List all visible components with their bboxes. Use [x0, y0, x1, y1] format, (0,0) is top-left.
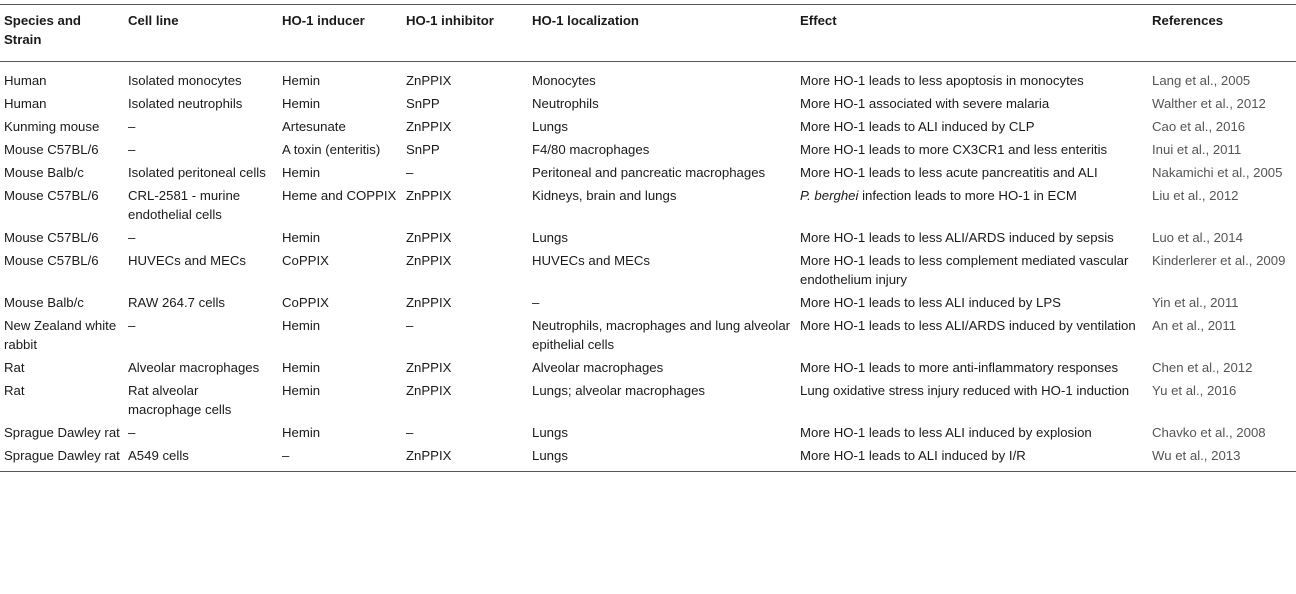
header-inducer: HO-1 inducer — [282, 13, 365, 28]
cell-localization: Lungs; alveolar macrophages — [532, 383, 706, 398]
cell-inhibitor: ZnPPIX — [406, 73, 452, 88]
effect-text: More HO-1 leads to less ALI induced by explosion — [800, 425, 1092, 440]
cell-inhibitor: ZnPPIX — [406, 188, 452, 203]
cell-reference[interactable]: Yin et al., 2011 — [1152, 295, 1239, 310]
cell-effect — [796, 291, 1148, 314]
cell-cell-line: HUVECs and MECs — [128, 253, 246, 268]
cell-effect — [796, 62, 1148, 93]
cell-effect — [796, 92, 1148, 115]
cell-inducer: Hemin — [282, 73, 321, 88]
cell-inhibitor: SnPP — [406, 96, 440, 111]
cell-inhibitor: ZnPPIX — [406, 253, 452, 268]
effect-text: More HO-1 leads to ALI induced by I/R — [800, 448, 1026, 463]
cell-inducer: Hemin — [282, 230, 321, 245]
ho1-studies-table — [0, 4, 1296, 472]
cell-effect — [796, 356, 1148, 379]
cell-reference[interactable]: Kinderlerer et al., 2009 — [1152, 253, 1286, 268]
header-localization: HO-1 localization — [532, 13, 639, 28]
cell-reference[interactable]: Luo et al., 2014 — [1152, 230, 1243, 245]
cell-cell-line: – — [128, 230, 136, 245]
effect-text: More HO-1 leads to less complement mediated vascular endothelium injury — [800, 253, 1129, 287]
cell-species: Rat — [4, 360, 25, 375]
effect-text: More HO-1 leads to less acute pancreatitis and ALI — [800, 165, 1098, 180]
cell-species: Mouse C57BL/6 — [4, 230, 99, 245]
cell-inducer: Hemin — [282, 165, 321, 180]
header-row — [0, 5, 1296, 62]
cell-localization: HUVECs and MECs — [532, 253, 650, 268]
header-cell-line: Cell line — [128, 13, 179, 28]
cell-effect — [796, 184, 1148, 226]
cell-cell-line: Rat alveolar macrophage cells — [128, 383, 232, 417]
table-row — [0, 138, 1296, 161]
header-references: References — [1152, 13, 1224, 28]
table-row — [0, 184, 1296, 226]
cell-cell-line: – — [128, 425, 136, 440]
header-species: Species and Strain — [4, 13, 81, 47]
cell-localization: Neutrophils — [532, 96, 599, 111]
table-row — [0, 92, 1296, 115]
cell-cell-line: Alveolar macrophages — [128, 360, 260, 375]
cell-cell-line: Isolated monocytes — [128, 73, 242, 88]
cell-cell-line: – — [128, 142, 136, 157]
cell-cell-line: CRL-2581 - murine endothelial cells — [128, 188, 241, 222]
table-row — [0, 161, 1296, 184]
cell-reference[interactable]: Inui et al., 2011 — [1152, 142, 1242, 157]
cell-effect — [796, 226, 1148, 249]
effect-text: More HO-1 leads to less apoptosis in monocytes — [800, 73, 1084, 88]
table-row — [0, 379, 1296, 421]
cell-inducer: Hemin — [282, 360, 321, 375]
table-row — [0, 226, 1296, 249]
cell-localization: Lungs — [532, 119, 568, 134]
cell-inhibitor: ZnPPIX — [406, 119, 452, 134]
cell-species: Human — [4, 96, 47, 111]
effect-text: More HO-1 associated with severe malaria — [800, 96, 1050, 111]
cell-inhibitor: SnPP — [406, 142, 440, 157]
cell-inhibitor: ZnPPIX — [406, 360, 452, 375]
cell-species: Sprague Dawley rat — [4, 448, 120, 463]
table-row — [0, 421, 1296, 444]
cell-cell-line: RAW 264.7 cells — [128, 295, 225, 310]
cell-localization: Monocytes — [532, 73, 596, 88]
table-row — [0, 356, 1296, 379]
cell-localization: Peritoneal and pancreatic macrophages — [532, 165, 766, 180]
cell-reference[interactable]: Chavko et al., 2008 — [1152, 425, 1266, 440]
cell-localization: Lungs — [532, 230, 568, 245]
cell-localization: Lungs — [532, 448, 568, 463]
effect-text: More HO-1 leads to less ALI/ARDS induced by sepsis — [800, 230, 1114, 245]
cell-species: New Zealand white rabbit — [4, 318, 117, 352]
cell-effect — [796, 115, 1148, 138]
effect-italic: P. berghei — [800, 188, 859, 203]
cell-effect — [796, 379, 1148, 421]
cell-inducer: Hemin — [282, 383, 321, 398]
cell-reference[interactable]: Liu et al., 2012 — [1152, 188, 1239, 203]
cell-species: Mouse Balb/c — [4, 165, 84, 180]
cell-species: Mouse Balb/c — [4, 295, 84, 310]
cell-inducer: Heme and COPPIX — [282, 188, 397, 203]
cell-cell-line: A549 cells — [128, 448, 189, 463]
cell-localization: F4/80 macrophages — [532, 142, 650, 157]
cell-effect — [796, 314, 1148, 356]
cell-effect — [796, 138, 1148, 161]
cell-localization: Neutrophils, macrophages and lung alveolar epithelial cells — [532, 318, 791, 352]
cell-inhibitor: – — [406, 425, 414, 440]
cell-reference[interactable]: Cao et al., 2016 — [1152, 119, 1246, 134]
cell-reference[interactable]: Chen et al., 2012 — [1152, 360, 1253, 375]
effect-text: More HO-1 leads to more CX3CR1 and less enteritis — [800, 142, 1108, 157]
cell-reference[interactable]: An et al., 2011 — [1152, 318, 1237, 333]
cell-species: Mouse C57BL/6 — [4, 142, 99, 157]
effect-text: infection leads to more HO-1 in ECM — [858, 188, 1077, 203]
cell-cell-line: – — [128, 318, 136, 333]
cell-effect — [796, 421, 1148, 444]
cell-localization: Kidneys, brain and lungs — [532, 188, 677, 203]
cell-species: Rat — [4, 383, 25, 398]
effect-text: More HO-1 leads to less ALI/ARDS induced by ventilation — [800, 318, 1136, 333]
cell-reference[interactable]: Nakamichi et al., 2005 — [1152, 165, 1283, 180]
cell-inducer: Hemin — [282, 425, 321, 440]
table-row — [0, 249, 1296, 291]
cell-species: Mouse C57BL/6 — [4, 188, 99, 203]
cell-inhibitor: ZnPPIX — [406, 295, 452, 310]
cell-localization: Lungs — [532, 425, 568, 440]
effect-text: Lung oxidative stress injury reduced with HO-1 induction — [800, 383, 1130, 398]
cell-inhibitor: ZnPPIX — [406, 383, 452, 398]
cell-cell-line: – — [128, 119, 136, 134]
table-row — [0, 62, 1296, 93]
cell-inhibitor: ZnPPIX — [406, 448, 452, 463]
header-effect: Effect — [800, 13, 837, 28]
cell-localization: Alveolar macrophages — [532, 360, 664, 375]
effect-text: More HO-1 leads to ALI induced by CLP — [800, 119, 1035, 134]
header-inhibitor: HO-1 inhibitor — [406, 13, 494, 28]
cell-inducer: Hemin — [282, 96, 321, 111]
cell-inducer: Artesunate — [282, 119, 346, 134]
table-row — [0, 115, 1296, 138]
table-body — [0, 62, 1296, 472]
table-row — [0, 314, 1296, 356]
cell-inducer: – — [282, 448, 290, 463]
cell-reference[interactable]: Wu et al., 2013 — [1152, 448, 1241, 463]
cell-inducer: CoPPIX — [282, 253, 329, 268]
cell-inhibitor: ZnPPIX — [406, 230, 452, 245]
cell-cell-line: Isolated neutrophils — [128, 96, 243, 111]
cell-inhibitor: – — [406, 165, 414, 180]
cell-inducer: Hemin — [282, 318, 321, 333]
cell-effect — [796, 161, 1148, 184]
effect-text: More HO-1 leads to less ALI induced by LPS — [800, 295, 1061, 310]
cell-reference[interactable]: Walther et al., 2012 — [1152, 96, 1266, 111]
effect-text: More HO-1 leads to more anti-inflammatory responses — [800, 360, 1119, 375]
cell-reference[interactable]: Yu et al., 2016 — [1152, 383, 1237, 398]
cell-effect — [796, 444, 1148, 472]
cell-inducer: A toxin (enteritis) — [282, 142, 381, 157]
cell-species: Kunming mouse — [4, 119, 100, 134]
cell-species: Sprague Dawley rat — [4, 425, 120, 440]
cell-localization: – — [532, 295, 540, 310]
cell-cell-line: Isolated peritoneal cells — [128, 165, 266, 180]
table-row — [0, 444, 1296, 472]
cell-inducer: CoPPIX — [282, 295, 329, 310]
table-row — [0, 291, 1296, 314]
cell-inhibitor: – — [406, 318, 414, 333]
table-header — [0, 5, 1296, 62]
cell-reference[interactable]: Lang et al., 2005 — [1152, 73, 1251, 88]
cell-effect — [796, 249, 1148, 291]
cell-species: Mouse C57BL/6 — [4, 253, 99, 268]
cell-species: Human — [4, 73, 47, 88]
